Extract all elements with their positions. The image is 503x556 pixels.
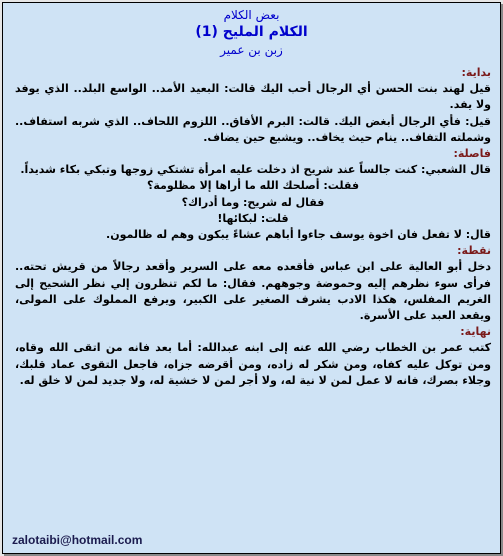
paragraph: قال: لا تفعل فان اخوة يوسف جاءوا أباهم عشاءً يبكون وهم له ظالمون. <box>106 228 491 242</box>
section-heading: نهاية: <box>460 325 491 339</box>
dialogue-line: فقلت: أصلحك الله ما أراها إلا مظلومة؟ <box>146 179 360 193</box>
section-heading: فاصلة: <box>453 147 491 161</box>
section-heading: نقطة: <box>457 244 491 258</box>
article-body <box>3 65 500 389</box>
article-card <box>2 2 501 554</box>
dialogue-line: فقال له شريح: وما أدراك؟ <box>181 195 325 209</box>
paragraph: قيل لهند بنت الحسن أي الرجال أحب اليك قالت: البعيد الأمد.. الواسع البلد.. الذي يوفد ولا يفد. <box>15 82 491 112</box>
dialogue-line: قلت: لبكائها! <box>217 211 289 225</box>
section-heading: بداية: <box>461 66 491 79</box>
author-name: زبن بن عمير <box>220 43 283 57</box>
paragraph: قيل: فأي الرجال أبغض اليك. قالت: البرم الأفاق.. اللزوم اللحاف.. الذي شربه استفاف.. وشملته التفاف.. ينام حيث يخاف.. ويشبع حين يضاف. <box>15 114 491 144</box>
paragraph: دخل أبو العالية على ابن عباس فأقعده معه على السرير وأقعد رجالاً من قريش تحته.. فرأى سوء نظرهم إليه وحموضة وجوههم. فقال: ما لكم تنظرون إلي نظر الشحيح إلى الغريم المفلس، هكذا الادب يشرف الصغير على الكبير، ويرفع المملوك على المولى، ويقعد العبد على الأسرة. <box>15 260 491 323</box>
paragraph: كتب عمر بن الخطاب رضي الله عنه إلى ابنه عبدالله: أما بعد فانه من اتقى الله وقاه، ومن توكل عليه كفاه، ومن شكر له زاده، ومن أقرضه جزاه، فاجعل التقوى عماد قلبك، وجلاء بصرك، فانه لا عمل لمن لا نية له، ولا أجر لمن لا خشية له، ولا جديد لمن لا خلق له. <box>15 341 491 387</box>
author-email[interactable]: zalotaibi@hotmail.com <box>12 533 143 547</box>
article-title: الكلام المليح (1) <box>195 24 308 40</box>
paragraph: قال الشعبي: كنت جالساً عند شريح اذ دخلت عليه امرأة تشتكي زوجها وتبكي بكاء شديداً. <box>20 163 491 177</box>
article-header <box>3 3 500 65</box>
column-title: بعض الكلام <box>223 8 280 22</box>
